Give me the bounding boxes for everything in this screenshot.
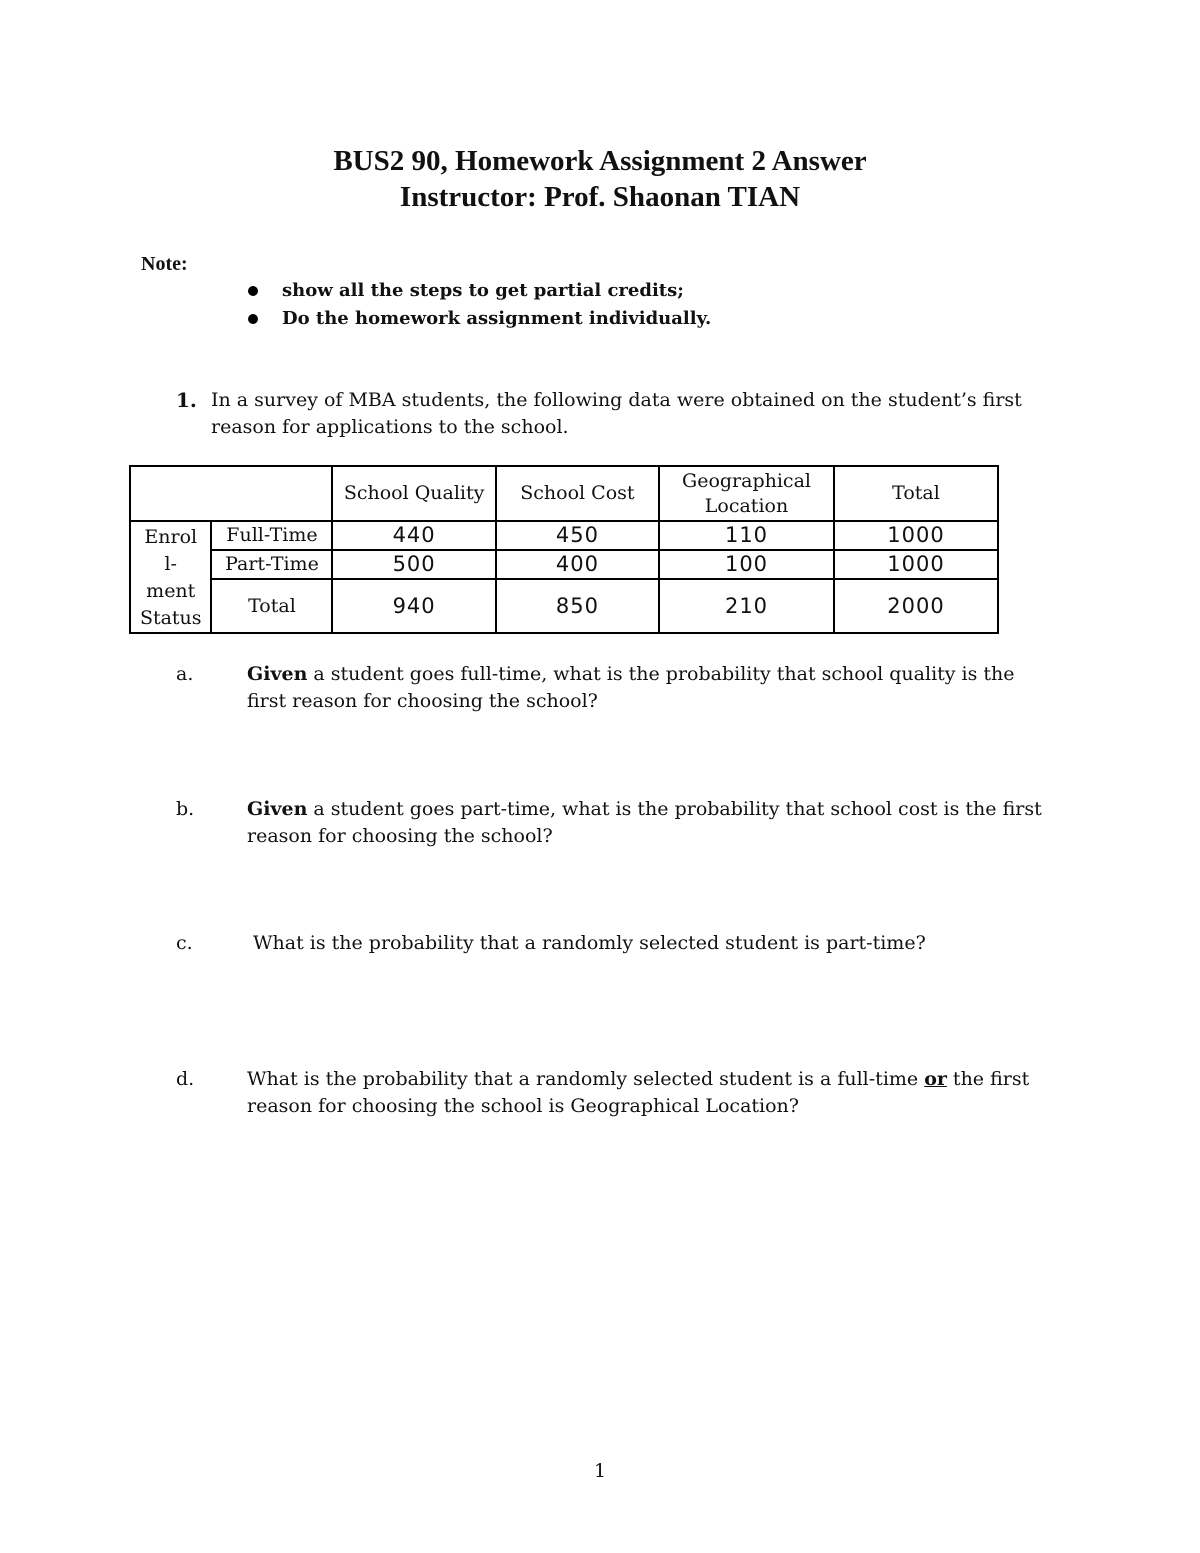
subquestion-lead: Given [247, 798, 308, 820]
subquestion-text: What is the probability that a randomly selected student is part-time? [253, 932, 926, 954]
row-label: Total [211, 579, 332, 633]
question-text: In a survey of MBA students, the following data were obtained on the student’s first reason for applications to the school. [211, 389, 1022, 438]
bullet-dot-icon [248, 314, 258, 324]
subquestion-text-before: What is the probability that a randomly selected student is a full-time [247, 1068, 925, 1090]
subquestion-label: c. [176, 932, 193, 954]
table-header-row [130, 466, 998, 521]
row-group-label [130, 521, 211, 633]
note-bullet-text: show all the steps to get partial credits; [282, 280, 684, 301]
table-cell: 940 [332, 579, 495, 633]
document-title: BUS2 90, Homework Assignment 2 Answer [333, 145, 867, 177]
row-label: Part-Time [211, 550, 332, 579]
row-group-label-line: Status [139, 607, 202, 629]
table-cell: 1000 [834, 550, 998, 579]
table-cell: 100 [659, 550, 834, 579]
subquestion-rest: a student goes full-time, what is the probability that school quality is the first reason for choosing the school? [247, 663, 1015, 712]
column-header: School Quality [332, 466, 495, 521]
table-cell: 1000 [834, 521, 998, 550]
table-cell: 440 [332, 521, 495, 550]
note-label: Note: [141, 253, 188, 275]
subquestion-lead: Given [247, 663, 308, 685]
bullet-dot-icon [248, 286, 258, 296]
table-row [130, 521, 998, 550]
column-header: Geographical Location [659, 466, 834, 521]
instructor-line: Instructor: Prof. Shaonan TIAN [399, 181, 801, 213]
table-row [130, 550, 998, 579]
table-cell: 210 [659, 579, 834, 633]
table-cell: 110 [659, 521, 834, 550]
row-group-label-line: l- [164, 553, 177, 575]
survey-table [129, 465, 999, 634]
subquestion-emphasis: or [924, 1068, 947, 1090]
row-label: Full-Time [211, 521, 332, 550]
subquestion-label: d. [176, 1068, 195, 1090]
row-group-label-line: ment [146, 580, 196, 602]
note-bullet-text: Do the homework assignment individually. [282, 308, 712, 329]
table-cell: 2000 [834, 579, 998, 633]
table-cell: 450 [496, 521, 659, 550]
row-group-label-line: Enrol [144, 526, 198, 548]
subquestion-label: a. [176, 663, 194, 685]
subquestion-text [247, 661, 1047, 715]
subquestion-rest: a student goes part-time, what is the probability that school cost is the first reason for choosing the school? [247, 798, 1042, 847]
table-row [130, 579, 998, 633]
column-header: Total [834, 466, 998, 521]
subquestion-text-after: the first reason for choosing the school is Geographical Location? [247, 1068, 1030, 1117]
table-cell: 500 [332, 550, 495, 579]
subquestion-text [247, 796, 1047, 850]
table-corner-cell [130, 466, 332, 521]
subquestion-label: b. [176, 798, 195, 820]
column-header: School Cost [496, 466, 659, 521]
page-number: 1 [593, 1460, 607, 1482]
question-number: 1. [176, 388, 197, 412]
table-cell: 400 [496, 550, 659, 579]
table-cell: 850 [496, 579, 659, 633]
subquestion-text [247, 1066, 1047, 1120]
